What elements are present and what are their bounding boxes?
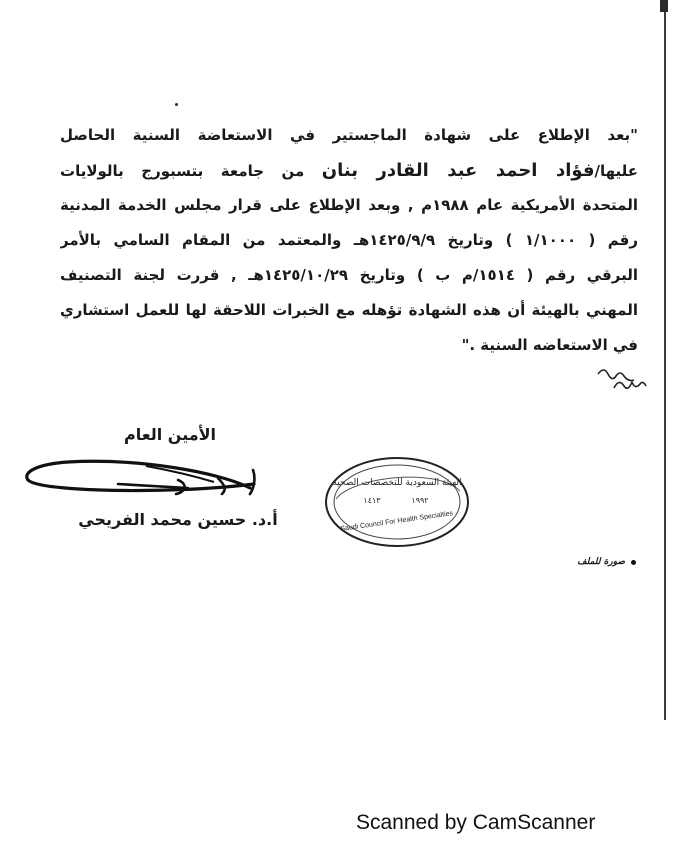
stamp-year-gregorian: ١٩٩٢ [411, 496, 429, 505]
body-line-6: المهني بالهيئة أن هذه الشهادة تؤهله مع الخبرات اللاحقة لها للعمل استشاري [60, 301, 638, 319]
body-line-3: المتحدة الأمريكية عام ١٩٨٨م , وبعد الإطلاع على قرار مجلس الخدمة المدنية [60, 196, 638, 214]
body-line-1: "بعد الإطلاع على شهادة الماجستير في الاستعاضة السنية الحاصل [60, 126, 638, 144]
stamp-year-hijri: ١٤١٣ [363, 496, 381, 505]
signatory-name: أ.د. حسين محمد الفريحي [78, 510, 278, 529]
body-line-4: رقم ( ١/١٠٠٠ ) وتاريخ ١٤٢٥/٩/٩هـ والمعتمد من المقام السامي بالأمر [60, 231, 638, 249]
bullet-icon [631, 560, 636, 565]
signatory-title: الأمين العام [123, 425, 217, 444]
copy-note [520, 557, 636, 567]
signature [18, 448, 268, 518]
stamp-english: Saudi Council For Health Specialties [340, 510, 454, 533]
body-line-5: البرقي رقم ( ١٥١٤/م ب ) وتاريخ ١٤٢٥/١٠/٢٩هـ , قررت لجنة التصنيف [60, 266, 638, 284]
body-line-2 [60, 153, 638, 188]
official-stamp [322, 455, 472, 550]
scan-speck [175, 103, 178, 106]
certificate-body [60, 118, 638, 363]
scanner-watermark: Scanned by CamScanner [356, 811, 596, 834]
initials-mark [592, 364, 652, 394]
copy-note-label: صورة للملف [577, 557, 625, 567]
body-line-2-end: من جامعة بتسبورج بالولايات [60, 162, 305, 180]
body-line-7: في الاستعاضه السنية ." [461, 336, 638, 354]
body-line-2-start: عليها/ [594, 162, 638, 180]
holder-name: فؤاد احمد عبد القادر بنان [321, 160, 595, 181]
page-corner-mark [660, 0, 668, 12]
page-edge-line [664, 0, 666, 720]
stamp-arabic: الهيئة السعودية للتخصصات الصحية [332, 478, 462, 488]
